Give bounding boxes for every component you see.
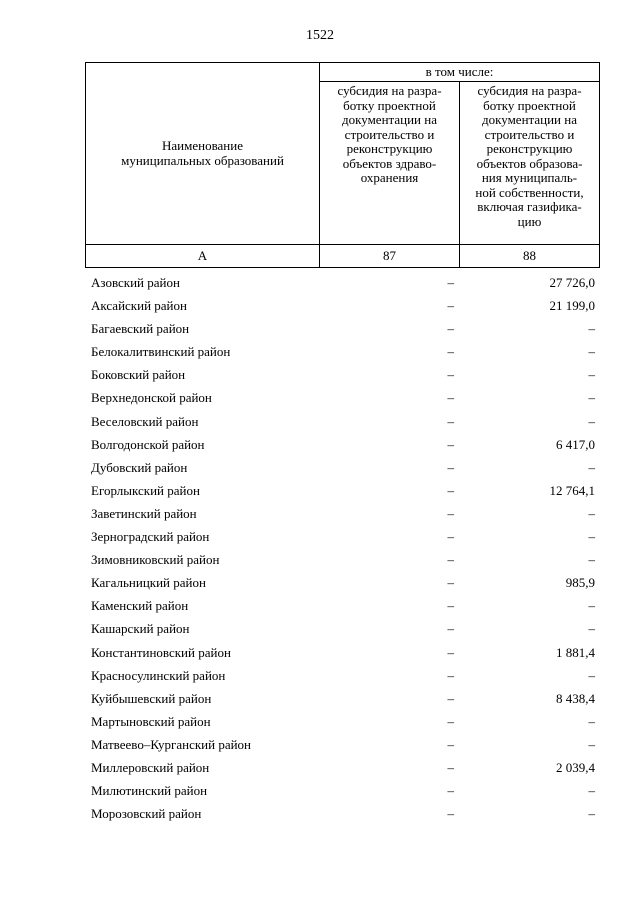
value-col-87: –	[447, 690, 454, 706]
value-col-87: –	[447, 598, 454, 614]
value-col-87: –	[447, 436, 454, 452]
table-row	[85, 433, 601, 456]
column-header-desc-line: охранения	[360, 170, 419, 185]
value-col-87: –	[447, 298, 454, 314]
value-col-88: 2 039,4	[556, 759, 595, 775]
value-col-88: 1 881,4	[556, 644, 595, 660]
column-header-desc-line: реконструкцию	[486, 141, 573, 156]
column-header-desc-line: документации на	[342, 112, 437, 127]
value-col-88: –	[588, 783, 595, 799]
column-index-87: 87	[320, 245, 460, 268]
table-row	[85, 410, 601, 433]
column-header-desc-line: реконструкцию	[346, 141, 433, 156]
column-header-desc-line: ной собственности,	[475, 184, 584, 200]
table-row	[85, 779, 601, 802]
value-col-87: –	[447, 552, 454, 568]
value-col-88: –	[588, 736, 595, 752]
table-row	[85, 617, 601, 640]
municipality-name: Азовский район	[91, 275, 180, 290]
column-header-88	[460, 82, 600, 245]
value-col-88: –	[588, 713, 595, 729]
value-col-88: –	[588, 598, 595, 614]
value-col-88: –	[588, 505, 595, 521]
column-header-87	[320, 82, 460, 245]
municipality-name: Миллеровский район	[91, 759, 210, 775]
municipality-name: Зерноградский район	[91, 529, 210, 545]
column-header-desc-line: ния муниципаль-	[481, 170, 578, 185]
column-header-name	[86, 63, 320, 245]
column-header-desc-line: ботку проектной	[483, 97, 576, 113]
municipality-name: Волгодонской район	[91, 436, 205, 452]
value-col-88: –	[588, 806, 595, 822]
municipality-name: Зимовниковский район	[91, 552, 220, 568]
table-row	[85, 271, 601, 294]
municipality-name: Красносулинский район	[91, 667, 226, 683]
column-index-88: 88	[460, 245, 600, 268]
municipality-name: Мартыновский район	[91, 713, 211, 729]
value-col-87: –	[447, 344, 454, 360]
value-col-88: –	[588, 667, 595, 683]
value-col-88: –	[588, 529, 595, 545]
table-row	[85, 594, 601, 617]
value-col-87: –	[447, 713, 454, 729]
table-row	[85, 802, 601, 825]
municipality-name: Куйбышевский район	[91, 690, 212, 706]
value-col-87: –	[447, 413, 454, 429]
value-col-88: –	[588, 344, 595, 360]
table-row	[85, 363, 601, 386]
table-header	[85, 62, 600, 268]
value-col-88: 985,9	[565, 575, 595, 591]
table-row	[85, 641, 601, 664]
value-col-88: –	[588, 321, 595, 337]
column-header-desc-line: объектов образова-	[476, 155, 583, 171]
value-col-88: 12 764,1	[549, 482, 595, 498]
municipality-name: Верхнедонской район	[91, 390, 212, 406]
column-group-header: в том числе:	[320, 63, 600, 82]
page-number: 1522	[306, 28, 334, 43]
municipality-name: Каменский район	[91, 598, 189, 614]
table-row	[85, 710, 601, 733]
municipality-name: Егорлыкский район	[91, 482, 200, 498]
municipality-name: Багаевский район	[91, 321, 190, 337]
value-col-87: –	[447, 529, 454, 545]
value-col-87: –	[447, 482, 454, 498]
table-row	[85, 525, 601, 548]
value-col-87: –	[447, 783, 454, 799]
value-col-87: –	[447, 390, 454, 406]
value-col-87: –	[447, 759, 454, 775]
value-col-87: –	[447, 667, 454, 683]
column-header-name-line1: Наименование	[162, 138, 243, 153]
column-header-desc-line: документации на	[482, 112, 577, 127]
value-col-87: –	[447, 575, 454, 591]
table-row	[85, 479, 601, 502]
column-header-name-line2: муниципальных образований	[121, 152, 284, 168]
value-col-88: –	[588, 367, 595, 383]
municipality-name: Дубовский район	[91, 459, 188, 475]
table-body	[85, 271, 601, 825]
municipality-name: Заветинский район	[91, 505, 197, 521]
column-header-desc-line: субсидия на разра-	[477, 83, 582, 98]
municipality-name: Кагальницкий район	[91, 575, 206, 591]
municipality-name: Боковский район	[91, 367, 186, 383]
column-header-desc-line: включая газифика-	[477, 199, 582, 214]
value-col-87: –	[447, 459, 454, 475]
column-header-desc-line: ботку проектной	[343, 97, 436, 113]
value-col-87: –	[447, 806, 454, 822]
value-col-87: –	[447, 621, 454, 637]
value-col-88: 21 199,0	[549, 298, 595, 314]
column-header-desc-line: строительство и	[344, 126, 435, 142]
municipality-name: Аксайский район	[91, 298, 187, 314]
column-index-name: А	[86, 245, 320, 268]
value-col-87: –	[447, 736, 454, 752]
table-row	[85, 571, 601, 594]
value-col-88: –	[588, 390, 595, 406]
municipality-name: Белокалитвинский район	[91, 344, 231, 360]
column-header-desc-line: объектов здраво-	[342, 155, 437, 171]
table-row	[85, 756, 601, 779]
value-col-88: –	[588, 459, 595, 475]
column-header-desc-line: цию	[517, 213, 542, 229]
municipality-name: Милютинский район	[91, 783, 208, 799]
value-col-87: –	[447, 505, 454, 521]
table-row	[85, 386, 601, 409]
municipality-name: Веселовский район	[91, 413, 199, 429]
column-header-desc-line: строительство и	[484, 126, 575, 142]
table-row	[85, 317, 601, 340]
value-col-88: 8 438,4	[556, 690, 595, 706]
table-row	[85, 340, 601, 363]
table-row	[85, 733, 601, 756]
value-col-88: –	[588, 552, 595, 568]
value-col-87: –	[447, 321, 454, 337]
municipality-name: Кашарский район	[91, 621, 190, 637]
table-row	[85, 294, 601, 317]
value-col-87: –	[447, 644, 454, 660]
table-row	[85, 456, 601, 479]
value-col-88: 27 726,0	[549, 275, 595, 290]
table-row	[85, 502, 601, 525]
value-col-87: –	[447, 367, 454, 383]
municipality-name: Матвеево–Курганский район	[91, 736, 252, 752]
value-col-88: 6 417,0	[556, 436, 595, 452]
table-row	[85, 548, 601, 571]
value-col-88: –	[588, 621, 595, 637]
table-row	[85, 687, 601, 710]
column-header-desc-line: субсидия на разра-	[337, 83, 442, 98]
municipality-name: Морозовский район	[91, 806, 202, 822]
value-col-87: –	[447, 275, 454, 290]
table-row	[85, 664, 601, 687]
value-col-88: –	[588, 413, 595, 429]
municipality-name: Константиновский район	[91, 644, 231, 660]
